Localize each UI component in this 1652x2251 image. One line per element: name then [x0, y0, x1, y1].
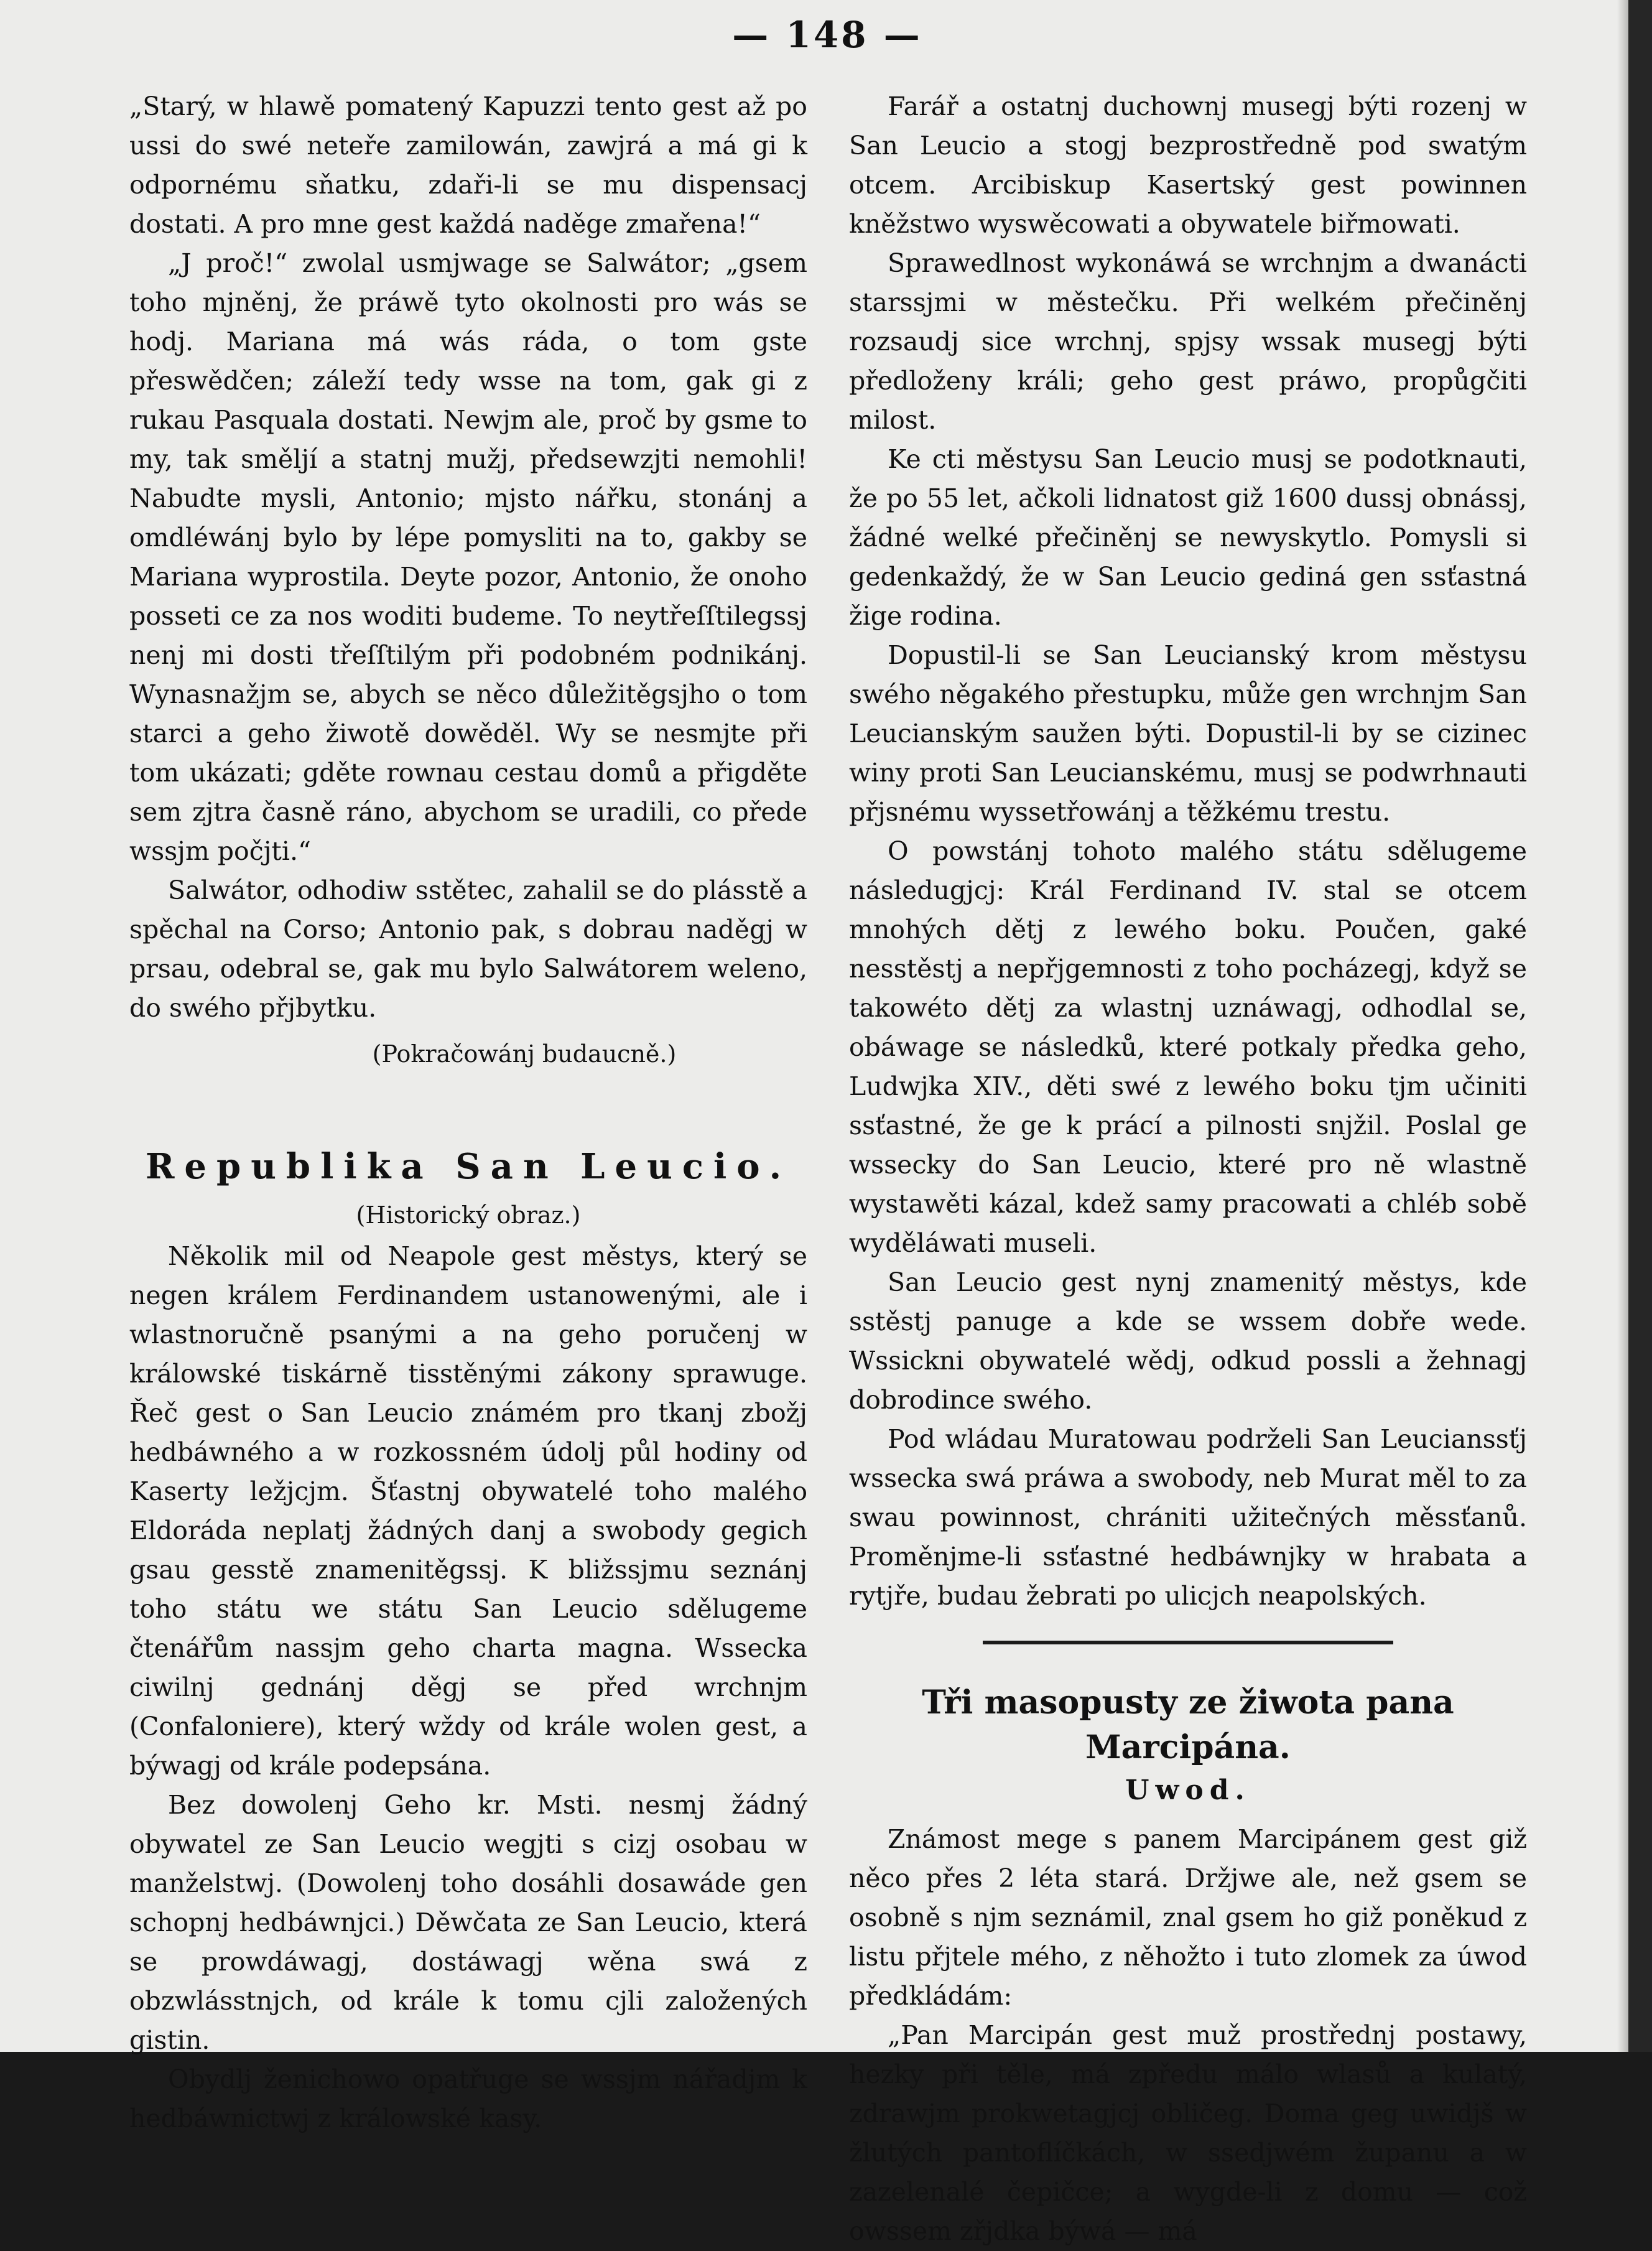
paragraph: Známost mege s panem Marcipánem gest giž něco přes 2 léta stará. Držjwe ale, než gsem se osobně s njm seznámil, znal gsem ho giž poněkud z listu přjtele mého, z něhožto i tuto zlomek za úwod předkládám:: [849, 1824, 1527, 2011]
left-column: [129, 87, 807, 2138]
page-number: — 148 —: [732, 14, 922, 56]
paragraph: Pod wládau Muratowau podrželi San Leucianssťj wssecka swá práwa a swobody, neb Murat měl to za swau powinnost, chrániti užitečných měssťanů. Proměnjme-li ssťastné hedbáwnjky w hrabata a rytjře, budau žebrati po ulicjch neapolských.: [849, 1424, 1527, 1611]
paragraph: San Leucio gest nynj znamenitý městys, kde sstěstj panuge a kde se wssem dobře wede. Wssickni obywatelé wědj, odkud possli a žehnagj dobrodince swého.: [849, 1267, 1527, 1415]
paragraph: „J proč!“ zwolal usmjwage se Salwátor; „gsem toho mjněnj, že práwě tyto okolnosti pro wás se hodj. Mariana má wás ráda, o tom gste přeswědčen; záleží tedy wsse na tom, gak gi z rukau Pasquala dostati. Newjm ale, proč by gsme to my, tak směljí a statnj mužj, předsewzjti nemohli! Nabudte mysli, Antonio; mjsto nářku, stonánj a omdléwánj bylo by lépe pomysliti na to, gakby se Mariana wyprostila. Deyte pozor, Antonio, že onoho posseti ce za nos woditi budeme. To neytřeſſtilegssj nenj mi dosti třeſſtilým při podobném podnikánj. Wynasnažjm se, abych se něco důležitěgsjho o tom starci a geho žiwotě dowěděl. Wy se nesmjte při tom ukázati; gděte rownau cestau domů a přigděte sem zjtra časně ráno, abychom se uradili, co přede wssjm počjti.“: [129, 248, 807, 866]
right-column: [849, 87, 1527, 2251]
paragraph: Sprawedlnost wykonáwá se wrchnjm a dwanácti starssjmi w městečku. Při welkém přečiněnj rozsaudj sice wrchnj, spjsy wssak musegj býti předloženy králi; geho gest práwo, propůgčiti milost.: [849, 248, 1527, 435]
scan-border: [1628, 0, 1652, 2052]
paragraph: Dopustil-li se San Leucianský krom městysu swého něgakého přestupku, může gen wrchnjm San Leucianským saužen býti. Dopustil-li by se cizinec winy proti San Leucianskému, musj se podwrhnauti přjsnému wyssetřowánj a těžkému trestu.: [849, 640, 1527, 827]
paragraph: Několik mil od Neapole gest městys, který se negen králem Ferdinandem ustanowenými, ale i wlastnoručně psanými a na geho poručenj w králowské tiskárně tisstěnými zákony sprawuge. Řeč gest o San Leucio známém pro tkanj zbožj hedbáwného a w rozkossném údolj půl hodiny od Kaserty ležjcjm. Šťastnj obywatelé toho malého Eldoráda neplatj žádných danj a swobody gegich gsau gesstě znamenitěgssj. K bližssjmu seznánj toho státu we státu San Leucio sdělugeme čtenářům nassjm geho charta magna. Wssecka ciwilnj gednánj děgj se před wrchnjm (Confaloniere), který wždy od krále wolen gest, a býwagj od krále podepsána.: [129, 1241, 807, 1781]
section-subtitle: Uwod.: [1125, 1774, 1251, 1806]
section-divider: [983, 1641, 1393, 1644]
section-title: Tři masopusty ze žiwota pana Marcipána.: [922, 1684, 1454, 1766]
paragraph: Obydlj ženichowo opatřuge se wssjm nářadjm k hedbáwnictwj z králowské kasy.: [129, 2064, 807, 2133]
paragraph: O powstánj tohoto malého státu sdělugeme následugjcj: Král Ferdinand IV. stal se otcem mnohých dětj z lewého boku. Poučen, gaké nesstěstj a nepřjgemnosti z toho pocházegj, když se takowéto dětj za wlastnj uznáwagj, odhodlal se, obáwage se následků, které potkaly předka geho, Ludwjka XIV., děti swé z lewého boku tjm učiniti ssťastné, že ge k prácí a pilnosti snjžil. Poslal ge wssecky do San Leucio, které pro ně wlastně wystawěti kázal, kdež samy pracowati a chléb sobě wyděláwati museli.: [849, 836, 1527, 1258]
paragraph: „Starý, w hlawě pomatený Kapuzzi tento gest až po ussi do swé neteře zamilowán, zawjrá a má gi k odpornému sňatku, zdaři-li se mu dispensacj dostati. A pro mne gest každá naděge zmařena!“: [129, 91, 807, 239]
section-title: Republika San Leucio.: [145, 1146, 792, 1187]
paragraph: Salwátor, odhodiw sstětec, zahalil se do plásstě a spěchal na Corso; Antonio pak, s dobrau naděgj w prsau, odebral se, gak mu bylo Salwátorem weleno, do swého přjbytku.: [129, 875, 807, 1023]
paragraph: „Pan Marcipán gest muž prostřednj postawy, hezky při těle, má zpředu málo wlasů a kulatý, zdrawjm prokwetagjcj obličeg. Doma geg uwidjš w žlutých pantoflíčkách, w ssedjwém županu a w zazelenalé čepičce; a wygde-li z domu — což owssem zřjdka býwá — má: [849, 2020, 1527, 2246]
paragraph: Farář a ostatnj duchownj musegj býti rozenj w San Leucio a stogj bezprostředně pod swatým otcem. Arcibiskup Kasertský gest powinnen kněžstwo wyswěcowati a obywatele biřmowati.: [849, 91, 1527, 239]
paragraph: Ke cti městysu San Leucio musj se podotknauti, že po 55 let, ačkoli lidnatost giž 1600 dussj obnássj, žádné welké přečiněnj se newyskytlo. Pomysli si gedenkaždý, že w San Leucio gediná gen ssťastná žige rodina.: [849, 444, 1527, 631]
continuation-note: (Pokračowánj budaucně.): [372, 1040, 677, 1068]
section-subtitle: (Historický obraz.): [356, 1201, 581, 1229]
paragraph: Bez dowolenj Geho kr. Msti. nesmj žádný obywatel ze San Leucio wegjti s cizj osobau w manželstwj. (Dowolenj toho dosáhli dosawáde gen schopnj hedbáwnjci.) Děwčata ze San Leucio, která se prowdáwagj, dostáwagj wěna swá z obzwlásstnjch, od krále k tomu cjli založených gistin.: [129, 1790, 807, 2055]
page-edge-shadow: [1617, 0, 1628, 2052]
